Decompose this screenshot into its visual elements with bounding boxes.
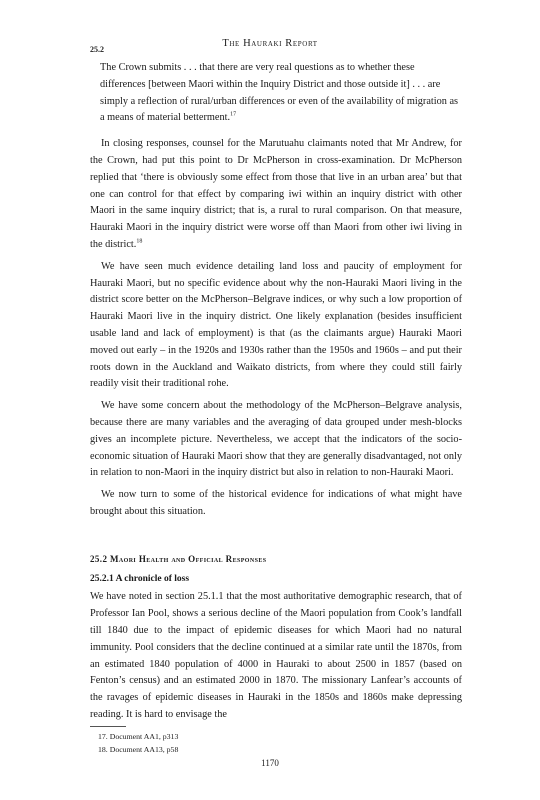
paragraph-text: In closing responses, counsel for the Marutuahu claimants noted that Mr Andrew, for the Crown, had put this point to Dr McPherson in cross-examination. Dr McPherson replied that ‘there is obviously some effect from those that live in an urban area’ but that one can control for that effect by comparing iwi within an inquiry district with other Maori in the same inquiry district; that is, a rural to rural comparison. On that measure, Hauraki Maori in the inquiry district were worse off than Maori from other iwi living in the district.	[90, 138, 462, 250]
paragraph: We have seen much evidence detailing land loss and paucity of employment for Hauraki Maori, but no specific evidence about why the non-Hauraki Maori living in the district score better on the McPherson–Belgrave indices, or why such a low proportion of Hauraki Maori live in the inquiry district. One likely explanation (besides insufficient usable land and lack of employment) is that (as the claimants argue) Hauraki Maori moved out early – in the 1920s and 1930s rather than the 1950s and 1960s – and put their roots down in the Auckland and Waikato districts, from where they could still fairly readily visit their traditional rohe.	[90, 260, 462, 390]
paragraph	[90, 136, 462, 254]
section-heading: 25.2 Maori Health and Official Responses	[90, 553, 267, 564]
subsection-heading: 25.2.1 A chronicle of loss	[90, 573, 190, 584]
footnote: 17. Document AA1, p313	[98, 732, 179, 741]
paragraph: We now turn to some of the historical evidence for indications of what might have brought about this situation.	[90, 489, 462, 517]
body-text	[90, 60, 462, 729]
section-reference: 25.2	[90, 45, 104, 54]
footnote-marker: 18	[136, 238, 143, 245]
page-number: 1170	[261, 758, 279, 768]
paragraph: We have some concern about the methodology of the McPherson–Belgrave analysis, because there are many variables and the averaging of data grouped under mesh-blocks gives an incomplete picture. Nevertheless, we accept that the indicators of the socio-economic situation of Hauraki Maori show that they are generally disadvantaged, not only in relation to non-Maori in the inquiry district but also in relation to non-Hauraki Maori.	[90, 400, 463, 479]
footnote: 18. Document AA13, p58	[98, 745, 179, 754]
running-head: The Hauraki Report	[222, 38, 318, 49]
footnotes	[98, 730, 178, 756]
block-quote-text: The Crown submits . . . that there are very real questions as to whether these differences [between Maori within the Inquiry District and those outside it] . . . are simply a reflection of rural/urban differences or even of the availability of migration as a means of material betterment.	[100, 62, 459, 124]
block-quote	[90, 60, 462, 127]
footnote-rule	[90, 726, 126, 727]
footnote-marker: 17	[230, 111, 237, 118]
paragraph: We have noted in section 25.1.1 that the most authoritative demographic research, that of Professor Ian Pool, shows a serious decline of the Maori population from Cook’s landfall till 1840 due to the impact of epidemic diseases for which Maori had no natural immunity. Pool considers that the decline continued at a similar rate until the 1870s, from an estimated 1840 population of 4000 in Hauraki to about 2500 in 1857 (based on Fenton’s census) and an estimated 2000 in 1870. The missionary Lanfear’s accounts of the ravages of epidemic diseases in Hauraki in the 1850s and 1860s make depressing reading. It is hard to envisage the	[90, 591, 462, 720]
